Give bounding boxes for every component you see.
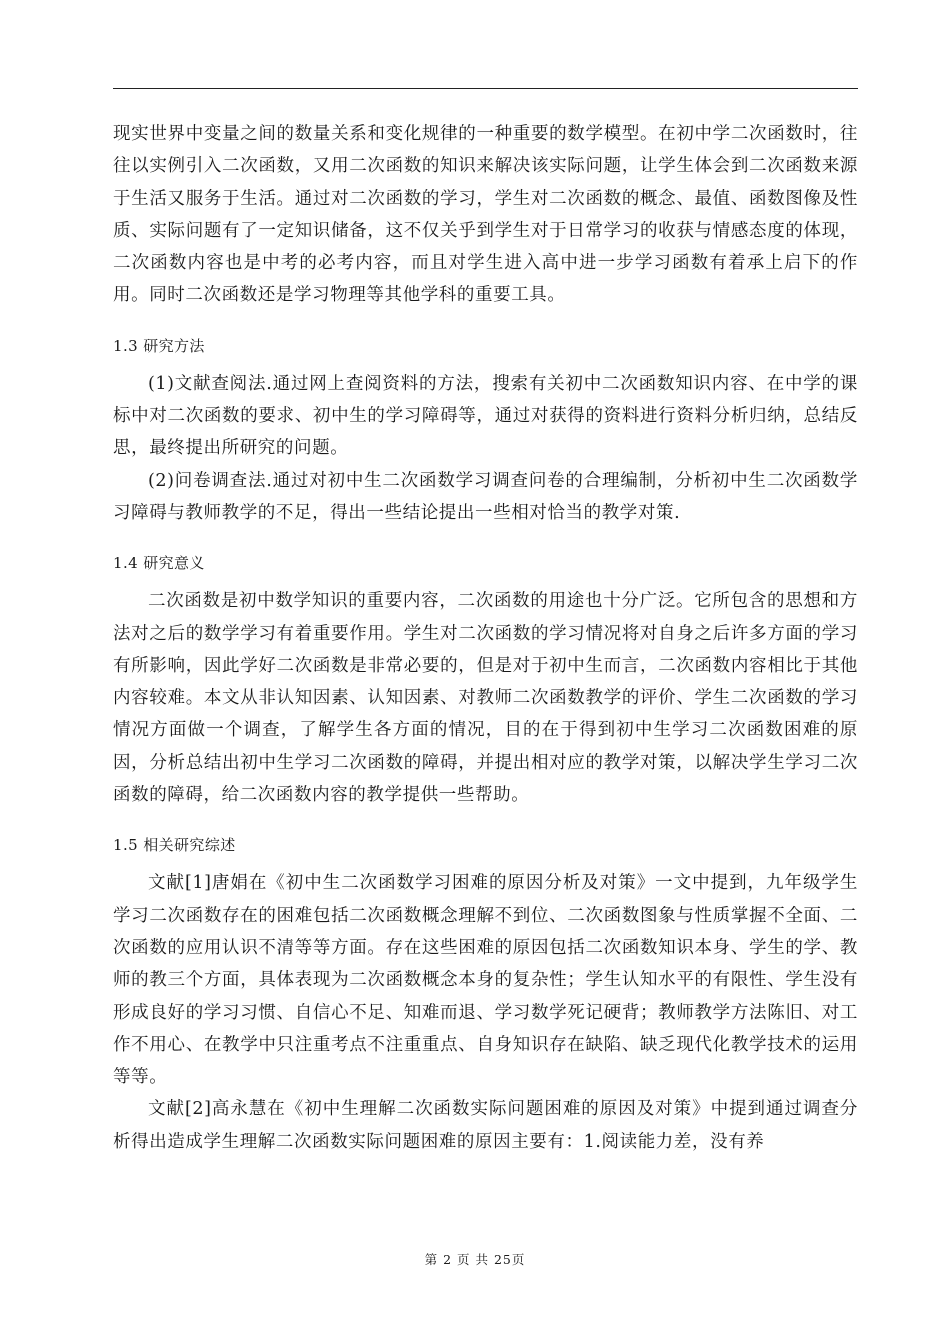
paragraph-research-significance: 二次函数是初中数学知识的重要内容，二次函数的用途也十分广泛。它所包含的思想和方法对之后的数学学习有着重要作用。学生对二次函数的学习情况将对自身之后许多方面的学习有所影响，因此学好二次函数是非常必要的，但是对于初中生而言，二次函数内容相比于其他内容较难。本文从非认知因素、认知因素、对教师二次函数教学的评价、学生二次函数的学习情况方面做一个调查，了解学生各方面的情况，目的在于得到初中生学习二次函数困难的原因，分析总结出初中生学习二次函数的障碍，并提出相对应的教学对策，以解决学生学习二次函数的障碍，给二次函数内容的教学提供一些帮助。 (113, 591, 858, 806)
document-body (113, 118, 858, 1158)
paragraph-review-2: 文献[2]高永慧在《初中生理解二次函数实际问题困难的原因及对策》中提到通过调查分析得出造成学生理解二次函数实际问题困难的原因主要有：1.阅读能力差，没有养 (113, 1099, 858, 1152)
section-heading-1-5: 1.5 相关研究综述 (113, 836, 236, 855)
paragraph-literature-method: (1)文献查阅法.通过网上查阅资料的方法，搜索有关初中二次函数知识内容、在中学的课标中对二次函数的要求、初中生的学习障碍等，通过对获得的资料进行资料分析归纳，总结反思，最终提出所研究的问题。 (113, 373, 858, 459)
paragraph-survey-method: (2)问卷调查法.通过对初中生二次函数学习调查问卷的合理编制，分析初中生二次函数学习障碍与教师教学的不足，得出一些结论提出一些相对恰当的教学对策. (113, 470, 858, 523)
section-heading-1-4: 1.4 研究意义 (113, 554, 205, 573)
paragraph-continuation: 现实世界中变量之间的数量关系和变化规律的一种重要的数学模型。在初中学二次函数时，往往以实例引入二次函数，又用二次函数的知识来解决该实际问题，让学生体会到二次函数来源于生活又服务于生活。通过对二次函数的学习，学生对二次函数的概念、最值、函数图像及性质、实际问题有了一定知识储备，这不仅关乎到学生对于日常学习的收获与情感态度的体现，二次函数内容也是中考的必考内容，而且对学生进入高中进一步学习函数有着承上启下的作用。同时二次函数还是学习物理等其他学科的重要工具。 (113, 124, 858, 306)
paragraph-review-1: 文献[1]唐娟在《初中生二次函数学习困难的原因分析及对策》一文中提到，九年级学生学习二次函数存在的困难包括二次函数概念理解不到位、二次函数图象与性质掌握不全面、二次函数的应用认识不清等等方面。存在这些困难的原因包括二次函数知识本身、学生的学、教师的教三个方面，具体表现为二次函数概念本身的复杂性；学生认知水平的有限性、学生没有形成良好的学习习惯、自信心不足、知难而退、学习数学死记硬背；教师教学方法陈旧、对工作不用心、在教学中只注重考点不注重重点、自身知识存在缺陷、缺乏现代化教学技术的运用等等。 (113, 873, 858, 1088)
page-number: 第 2 页 共 25页 (424, 1252, 526, 1267)
section-heading-1-3: 1.3 研究方法 (113, 336, 205, 355)
header-rule (113, 88, 858, 89)
